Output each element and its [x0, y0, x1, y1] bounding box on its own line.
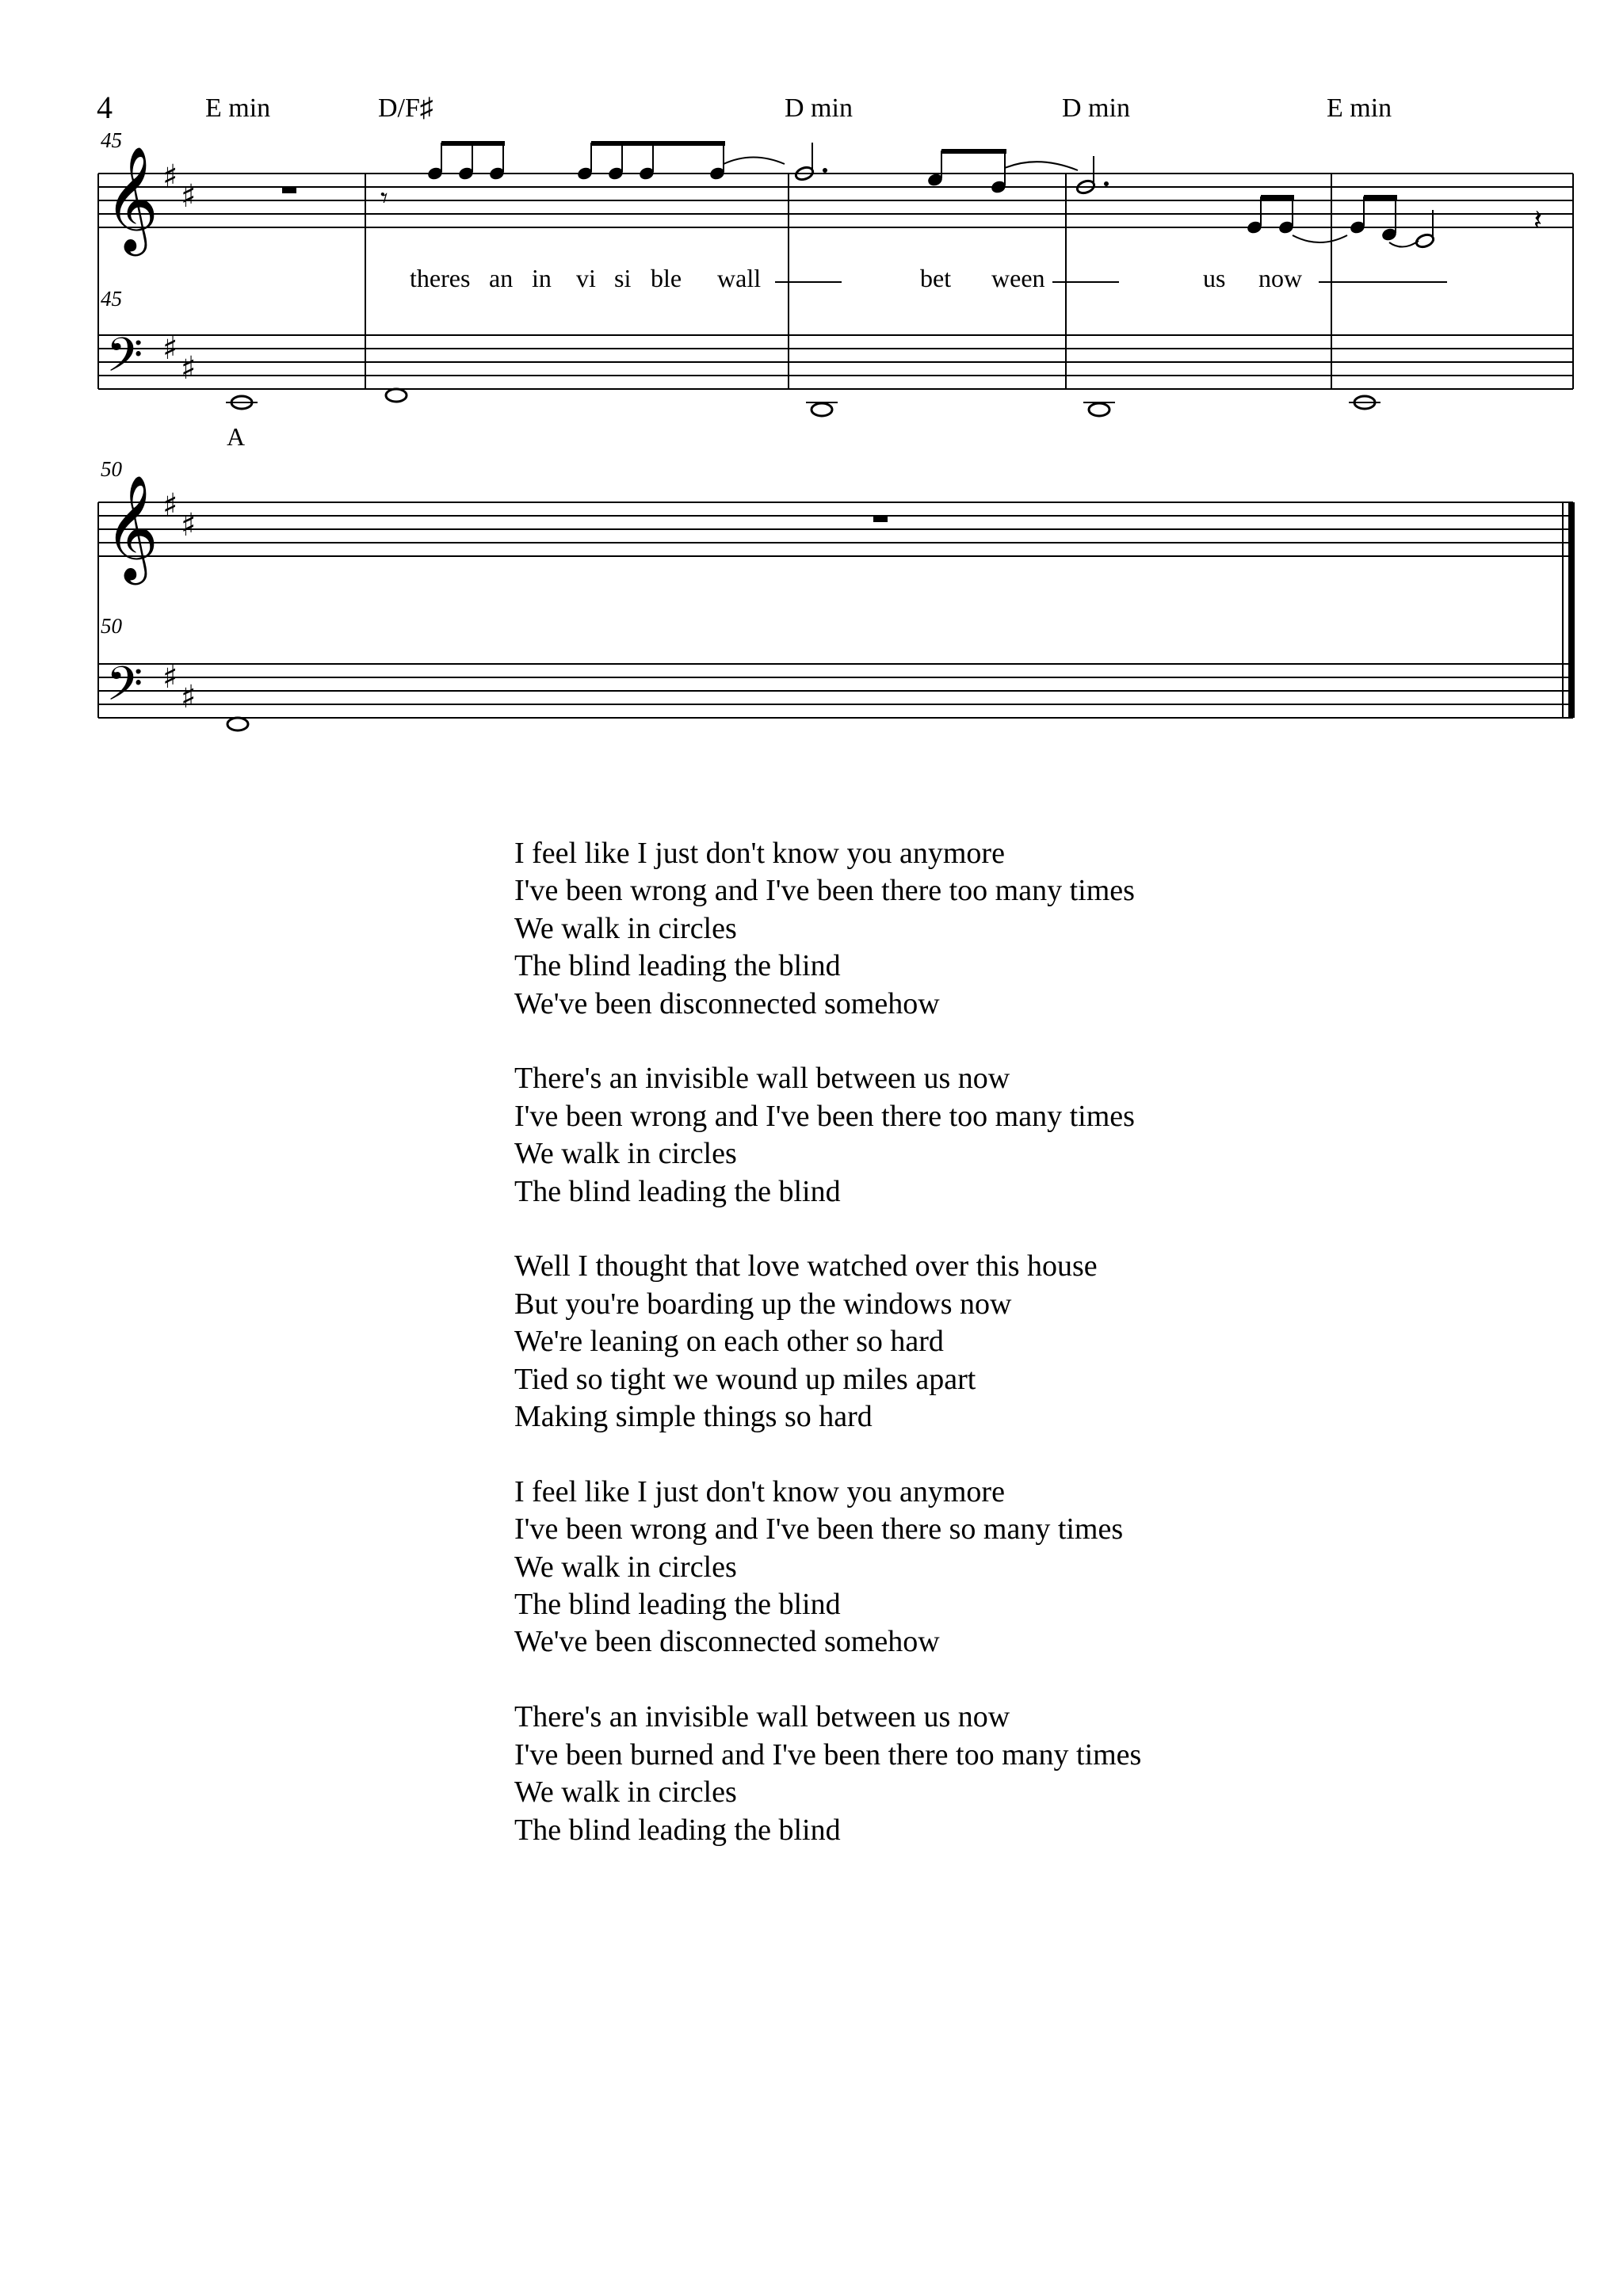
chord-symbol: E min	[1327, 93, 1392, 123]
key-signature	[162, 158, 196, 387]
bass-note	[227, 718, 248, 730]
bass-clef: 𝄢	[106, 327, 143, 394]
lyrics-block	[514, 835, 1141, 1886]
bass-staff	[98, 335, 1573, 389]
eighth-rest: 𝄾	[380, 182, 388, 215]
svg-text:♯: ♯	[162, 158, 178, 195]
svg-text:♯: ♯	[162, 330, 178, 367]
treble-clef: 𝄞	[105, 475, 158, 581]
lyric-syllable: bet	[920, 264, 952, 292]
lyrics-stanza	[514, 1060, 1141, 1211]
lyrics-line: The blind leading the blind	[514, 949, 841, 983]
chord-symbol: D min	[785, 93, 853, 123]
lyrics-line: I've been wrong and I've been there so many times	[514, 1512, 1124, 1547]
key-signature	[162, 487, 196, 715]
lyrics-line: There's an invisible wall between us now	[514, 1062, 1010, 1096]
lyrics-line: But you're boarding up the windows now	[514, 1287, 1012, 1321]
bass-clef: 𝄢	[106, 656, 143, 723]
chord-symbol: D min	[1062, 93, 1130, 123]
measure-number: 50	[101, 614, 122, 638]
lyric-syllable: us	[1203, 264, 1226, 292]
lyrics-stanza	[514, 1474, 1141, 1661]
lyrics-line: We walk in circles	[514, 1137, 737, 1171]
lyrics-line: Making simple things so hard	[514, 1400, 873, 1434]
lyrics-stanza	[514, 1248, 1141, 1436]
beam	[1261, 195, 1294, 200]
treble-clef: 𝄞	[105, 146, 158, 252]
tie	[1293, 235, 1347, 242]
bass-chord-label: A	[227, 422, 246, 451]
svg-text:♯: ♯	[181, 350, 197, 387]
bass-notes	[226, 389, 1381, 416]
dot	[823, 168, 827, 173]
svg-text:♯: ♯	[162, 487, 178, 524]
lyrics-line: We walk in circles	[514, 1775, 737, 1810]
whole-rest	[873, 516, 888, 522]
lyrics-stanza	[514, 835, 1141, 1023]
svg-text:♯: ♯	[181, 679, 197, 715]
notation-svg	[0, 0, 1623, 761]
lyrics-line: The blind leading the blind	[514, 1588, 841, 1622]
quarter-rest: 𝄽	[1533, 204, 1543, 237]
page-number: 4	[97, 90, 113, 125]
treble-staff-2	[98, 502, 1573, 556]
lyrics-line: We've been disconnected somehow	[514, 1625, 940, 1659]
lyric-syllable: now	[1258, 264, 1303, 292]
bass-staff-2	[98, 664, 1573, 718]
beam	[941, 149, 1006, 154]
lyric-syllable: in	[532, 264, 552, 292]
lyrics-line: I feel like I just don't know you anymore	[514, 837, 1005, 870]
stems	[441, 143, 724, 172]
svg-text:♯: ♯	[181, 178, 197, 215]
lyrics-stanza	[514, 1699, 1141, 1849]
svg-text:♯: ♯	[162, 659, 178, 696]
music-score	[0, 0, 1623, 761]
lyrics-line: We walk in circles	[514, 1550, 737, 1584]
lyrics-line: I feel like I just don't know you anymore	[514, 1474, 1005, 1508]
lyrics-line: The blind leading the blind	[514, 1174, 841, 1208]
lyrics-line: We've been disconnected somehow	[514, 986, 940, 1020]
lyric-syllable: ble	[651, 264, 682, 292]
lyrics-line: We're leaning on each other so hard	[514, 1325, 944, 1359]
lyric-syllable: ween	[991, 264, 1045, 292]
tie	[1005, 162, 1078, 170]
lyrics-line: The blind leading the blind	[514, 1813, 841, 1847]
lyric-syllable: wall	[717, 264, 762, 292]
measure-number: 45	[101, 128, 122, 152]
lyrics-line: There's an invisible wall between us now	[514, 1700, 1010, 1734]
lyrics-line: I've been wrong and I've been there too many times	[514, 1099, 1135, 1133]
chord-symbol: E min	[205, 93, 271, 123]
svg-text:♯: ♯	[181, 507, 197, 543]
beam	[441, 141, 505, 146]
measure-number: 50	[101, 457, 122, 481]
lyrics-line: I've been burned and I've been there too many times	[514, 1737, 1142, 1772]
lyric-syllable: si	[614, 264, 632, 292]
measure-number: 45	[101, 287, 122, 311]
lyrics-line: Well I thought that love watched over this house	[514, 1249, 1098, 1283]
lyric-syllable: theres	[410, 264, 471, 292]
lyric-syllable: vi	[576, 264, 596, 292]
treble-staff	[98, 174, 1573, 227]
beam	[591, 141, 725, 146]
tie	[724, 158, 785, 165]
lyrics-line: I've been wrong and I've been there too many times	[514, 874, 1135, 908]
chord-symbol: D/F♯	[378, 93, 433, 123]
whole-rest	[282, 187, 296, 193]
lyrics-line: Tied so tight we wound up miles apart	[514, 1362, 976, 1396]
lyric-syllable: an	[489, 264, 514, 292]
lyrics-line: We walk in circles	[514, 911, 737, 945]
